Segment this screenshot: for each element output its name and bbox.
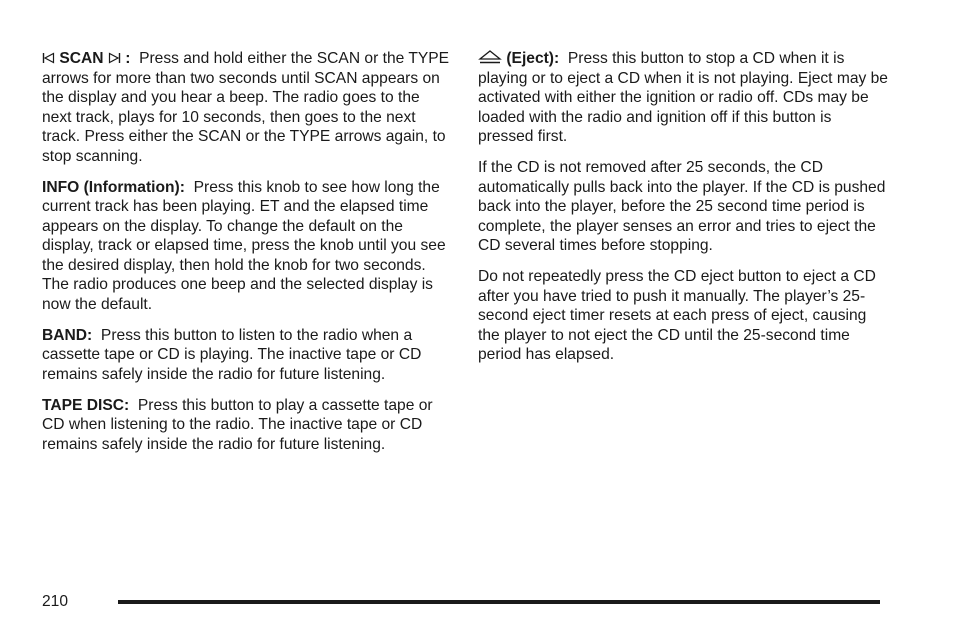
cd-removal-paragraph: If the CD is not removed after 25 seconds, the CD automatically pulls back into the player. If the CD is pushed back into the player, before the 25 second time period is complete, the player senses an error and tries to eject the CD several times before stopping. bbox=[478, 159, 886, 254]
eject-term: (Eject): bbox=[506, 50, 560, 67]
eject-paragraph bbox=[478, 49, 888, 147]
eject-body: Press this button to stop a CD when it is playing or to eject a CD when it is not playing. Eject may be activated with either the ignition or radio off. CDs may be loaded with the radio and ignition off if this button is pressed first. bbox=[478, 50, 888, 145]
scan-paragraph bbox=[42, 49, 450, 166]
tape-disc-term: TAPE DISC: bbox=[42, 396, 130, 414]
tape-disc-paragraph bbox=[42, 396, 450, 455]
scan-forward-icon bbox=[108, 52, 121, 64]
footer-rule bbox=[118, 600, 880, 604]
scan-term: SCAN : bbox=[42, 50, 130, 67]
eject-warning-paragraph: Do not repeatedly press the CD eject button to eject a CD after you have tried to push it manually. The player’s 25-second eject timer resets at each press of eject, causing the player to not eject the CD until the 25-second time period has elapsed. bbox=[478, 268, 876, 363]
info-body: Press this knob to see how long the current track has been playing. ET and the elapsed time appears on the display. To change the default on the display, track or elapsed time, press the knob until you see the desired display, then hold the knob for two seconds. The radio produces one beep and the selected display is now the default. bbox=[42, 178, 446, 313]
tape-disc-body: Press this button to play a cassette tape or CD when listening to the radio. The inactive tape or CD remains safely inside the radio for future listening. bbox=[42, 396, 433, 453]
right-column bbox=[478, 49, 888, 376]
band-body: Press this button to listen to the radio when a cassette tape or CD is playing. The inactive tape or CD remains safely inside the radio for future listening. bbox=[42, 326, 422, 383]
band-paragraph bbox=[42, 326, 450, 385]
scan-body: Press and hold either the SCAN or the TYPE arrows for more than two seconds until SCAN appears on the display and you hear a beep. The radio goes to the next track, plays for 10 seconds, then goes to the next track. Press either the SCAN or the TYPE arrows again, to stop scanning. bbox=[42, 50, 450, 165]
left-column bbox=[42, 49, 450, 466]
eject-icon bbox=[478, 50, 502, 64]
page-number: 210 bbox=[42, 593, 69, 610]
info-paragraph bbox=[42, 178, 450, 315]
band-term: BAND: bbox=[42, 326, 93, 344]
info-term: INFO (Information): bbox=[42, 178, 185, 196]
scan-back-icon bbox=[42, 52, 55, 64]
